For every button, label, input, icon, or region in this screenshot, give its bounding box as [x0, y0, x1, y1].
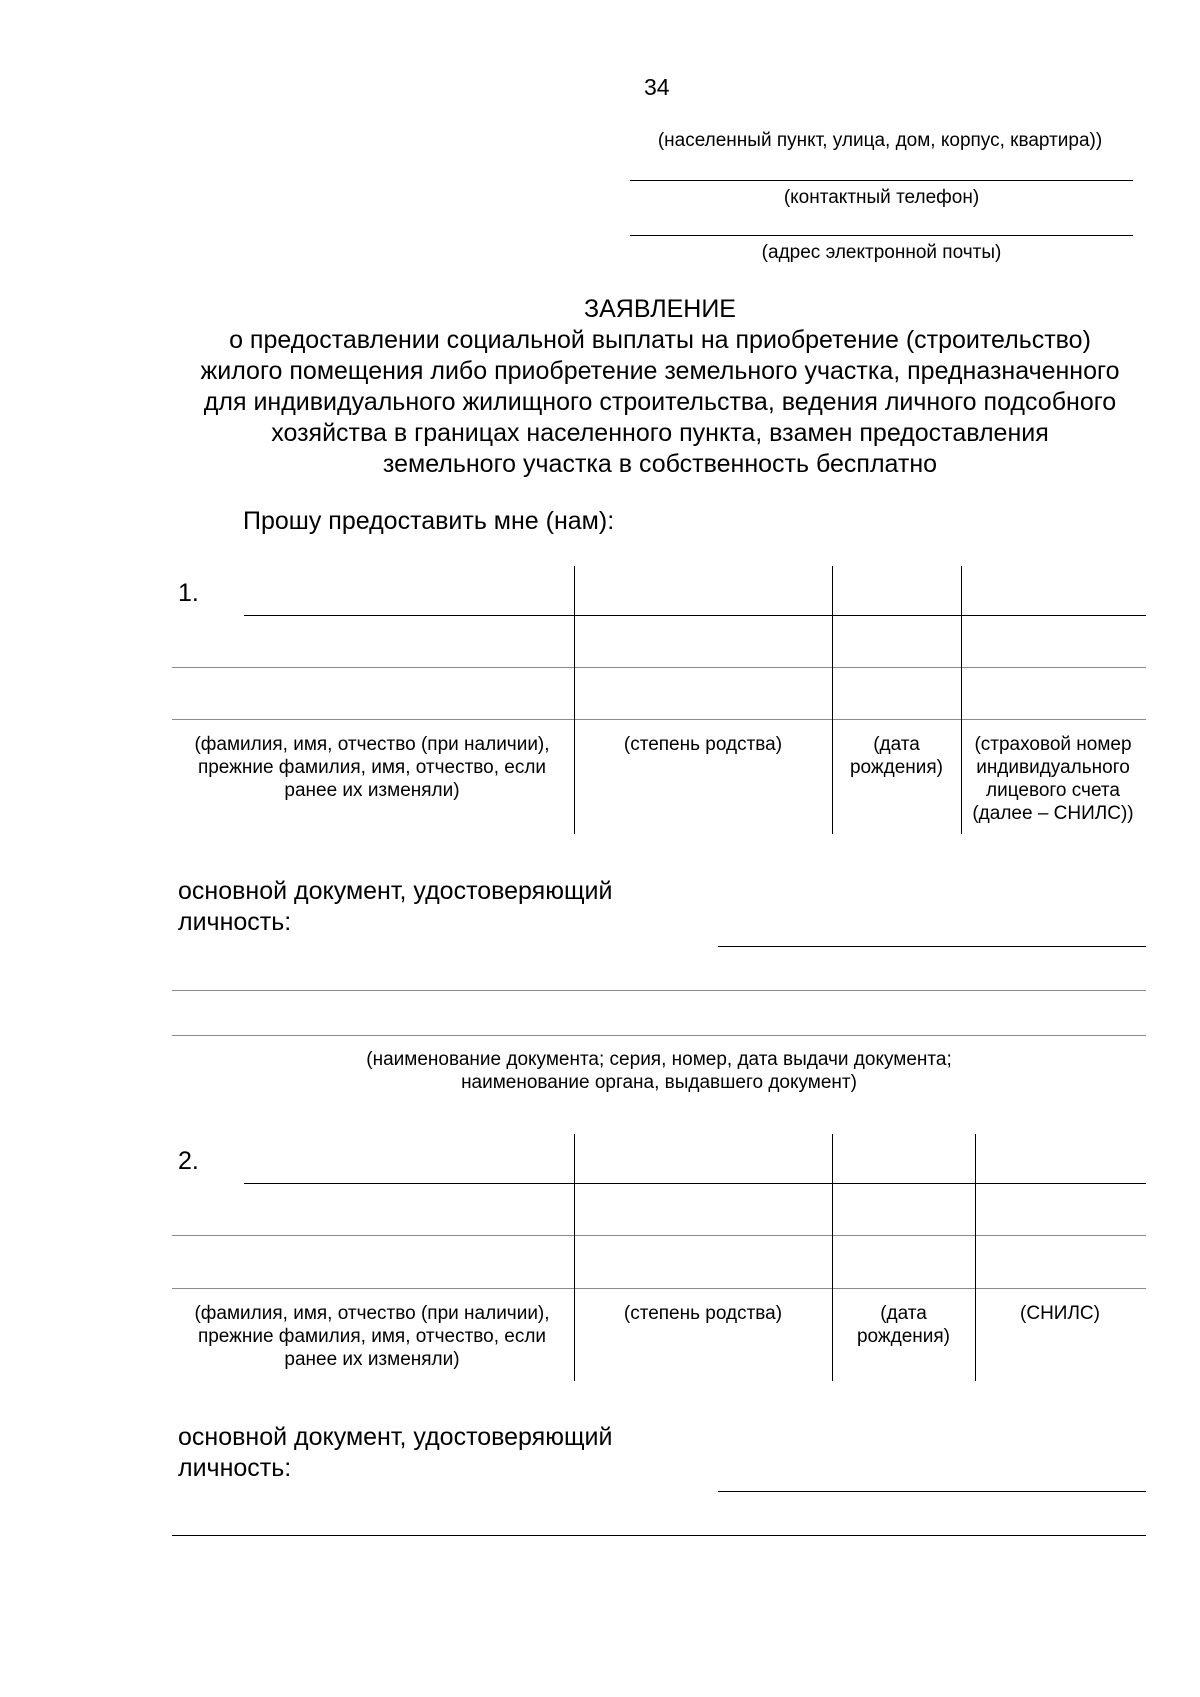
person-1-col-divider-1	[574, 566, 575, 834]
title-line-3: для индивидуального жилищного строительства, ведения личного подсобного	[203, 388, 1117, 416]
title-heading: ЗАЯВЛЕНИЕ	[583, 295, 736, 323]
person-2-caption-snils: (СНИЛС)	[1020, 1303, 1100, 1324]
person-2-name-line-1[interactable]	[244, 1183, 1146, 1184]
title-line-2: жилого помещения либо приобретение земельного участка, предназначенного	[200, 357, 1120, 385]
request-text: Прошу предоставить мне (нам):	[243, 507, 615, 535]
address-caption: (населенный пункт, улица, дом, корпус, квартира))	[657, 130, 1103, 151]
person-2-col-divider-3	[975, 1134, 976, 1381]
person-2-doc-line-1[interactable]	[718, 1491, 1146, 1492]
person-2-caption-relation: (степень родства)	[623, 1303, 783, 1324]
person-1-number: 1.	[178, 579, 199, 607]
person-2-row-line-2[interactable]	[172, 1235, 1146, 1236]
person-1-row-line-2[interactable]	[172, 667, 1146, 668]
phone-line[interactable]	[630, 180, 1133, 181]
person-2-caption-birth: (дата рождения)	[856, 1303, 950, 1347]
person-1-name-line-1[interactable]	[244, 615, 1146, 616]
title-line-5: земельного участка в собственность бесплатно	[382, 450, 938, 478]
title-line-4: хозяйства в границах населенного пункта, взамен предоставления	[271, 419, 1049, 447]
person-1-doc-line-2[interactable]	[172, 990, 1146, 991]
person-1-caption-snils: (страховой номер индивидуального лицевого счета (далее – СНИЛС))	[972, 734, 1134, 824]
person-2-caption-name: (фамилия, имя, отчество (при наличии), прежние фамилия, имя, отчество, если ранее их изменяли)	[194, 1303, 550, 1370]
person-1-doc-line-1[interactable]	[718, 946, 1146, 947]
person-1-row-line-3[interactable]	[172, 719, 1146, 720]
person-2-row-line-3[interactable]	[172, 1288, 1146, 1289]
document-title	[150, 294, 1170, 480]
phone-caption: (контактный телефон)	[783, 187, 980, 208]
person-1-caption-birth: (дата рождения)	[849, 734, 943, 778]
page-number: 34	[644, 74, 670, 100]
person-1-col-divider-3	[961, 566, 962, 834]
person-2-col-divider-1	[574, 1134, 575, 1381]
person-1-doc-line-3[interactable]	[172, 1035, 1146, 1036]
person-1-doc-caption: (наименование документа; серия, номер, дата выдачи документа; наименование органа, выдавшего документ)	[366, 1049, 952, 1093]
person-2-col-divider-2	[832, 1134, 833, 1381]
person-2-doc-line-2[interactable]	[172, 1535, 1146, 1536]
email-caption: (адрес электронной почты)	[761, 242, 1002, 263]
person-2-doc-label: основной документ, удостоверяющий личность:	[178, 1423, 613, 1482]
person-2-number: 2.	[178, 1147, 199, 1175]
email-line[interactable]	[630, 235, 1133, 236]
person-1-col-divider-2	[832, 566, 833, 834]
person-1-doc-label: основной документ, удостоверяющий личность:	[178, 877, 613, 936]
title-line-1: о предоставлении социальной выплаты на приобретение (строительство)	[229, 326, 1091, 354]
person-1-caption-name: (фамилия, имя, отчество (при наличии), прежние фамилия, имя, отчество, если ранее их изменяли)	[194, 734, 550, 801]
person-1-caption-relation: (степень родства)	[623, 734, 783, 755]
